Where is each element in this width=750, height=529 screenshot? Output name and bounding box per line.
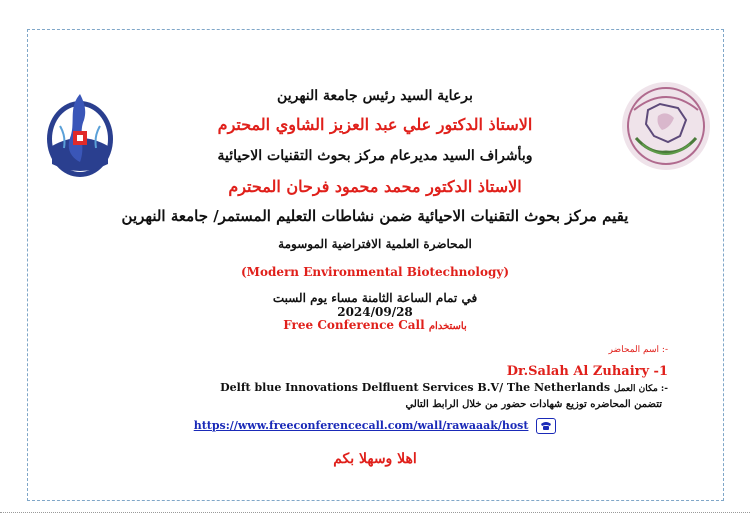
certificate-note: تتضمن المحاضره توزيع شهادات حضور من خلال الرابط التالي: [405, 399, 662, 410]
workplace-line: [220, 381, 668, 394]
platform-name: Free Conference Call: [283, 318, 425, 332]
lecturer-name: Dr.Salah Al Zuhairy -1: [506, 364, 668, 379]
conference-link[interactable]: https://www.freeconferencecall.com/wall/rawaaak/host: [193, 419, 529, 432]
time-text: في تمام الساعة الثامنة مساء يوم السبت: [272, 291, 478, 305]
lecture-intro: المحاضرة العلمية الافتراضية الموسومة: [278, 237, 472, 251]
organizer-line: يقيم مركز بحوث التقنيات الاحيائية ضمن نشاطات التعليم المستمر/ جامعة النهرين: [121, 207, 629, 225]
phone-icon: [536, 418, 556, 434]
supervision-line: وبأشراف السيد مديرعام مركز بحوث التقنيات الاحيائية: [217, 148, 533, 164]
welcome-text: اهلا وسهلا بكم: [333, 451, 417, 467]
page-divider: [0, 512, 750, 514]
director-name: الاستاذ الدكتور محمد محمود فرحان المحترم: [228, 177, 522, 196]
platform-prefix: باستخدام: [428, 321, 467, 332]
time-date-line: [0, 291, 750, 319]
platform-line: [0, 318, 750, 332]
patronage-line: برعاية السيد رئيس جامعة النهرين: [277, 88, 473, 104]
workplace-label: مكان العمل :-: [613, 384, 668, 394]
event-date: 2024/09/28: [337, 305, 413, 319]
president-name: الاستاذ الدكتور علي عبد العزيز الشاوي المحترم: [217, 115, 533, 134]
link-line: [0, 418, 750, 434]
lecture-title: (Modern Environmental Biotechnology): [240, 265, 510, 279]
workplace-value: Delft blue Innovations Delfluent Services B.V/ The Netherlands: [220, 381, 611, 394]
lecturer-label: اسم المحاضر :-: [608, 345, 668, 355]
